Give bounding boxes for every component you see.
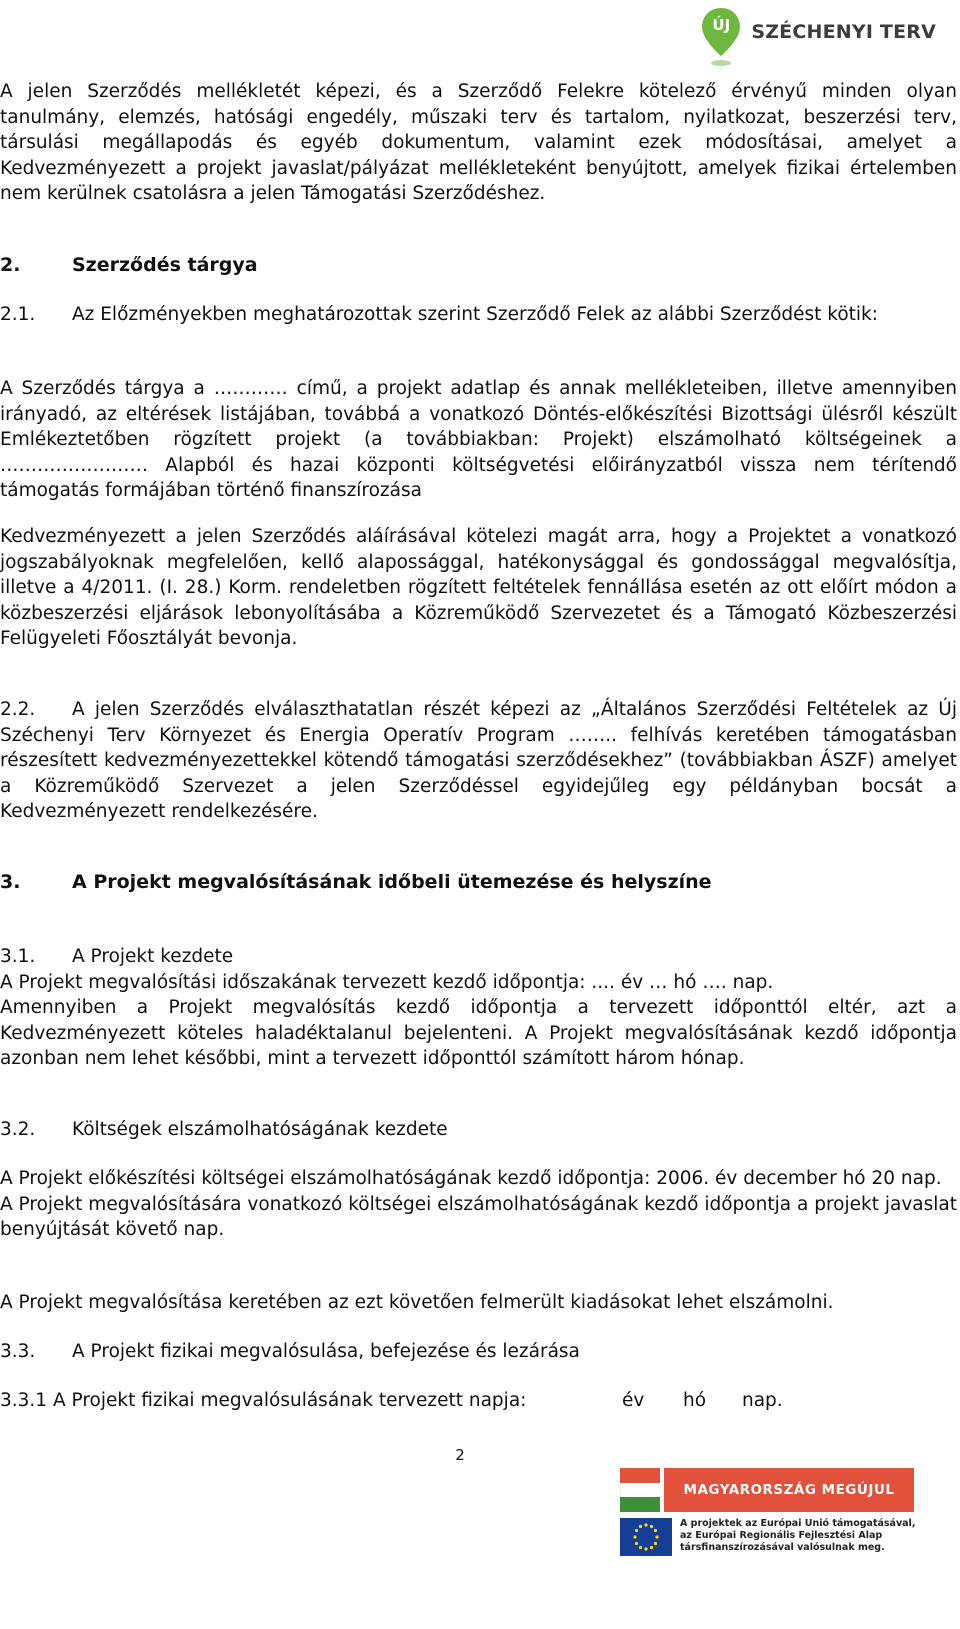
- clause-title: Költségek elszámolhatóságának kezdete: [72, 1119, 448, 1140]
- clause-text: Az Előzményekben meghatározottak szerint Szerződő Felek az alábbi Szerződést kötik:: [72, 304, 878, 325]
- footer-banner: [618, 1462, 918, 1622]
- expenses-paragraph: [0, 1290, 957, 1316]
- clause-3-3-1: [0, 1388, 957, 1414]
- hungarian-flag-icon: [620, 1468, 660, 1512]
- intro-text: A jelen Szerződés mellékletét képezi, és a Szerződő Felekre kötelező érvényű minden olyan tanulmány, elemzés, hatósági engedély, műszaki terv és tartalom, nyilatkozat, beszerzési terv, társulási megállapodás és egyéb dokumentum, valamint ezek módosításai, amelyet a Kedvezményezett a projekt javaslat/pályázat mellékleteként benyújtott, amelyek fizikai értelemben nem kerülnek csatolásra a jelen Támogatási Szerződéshez.: [0, 81, 957, 204]
- cost-eligibility-block: [0, 1166, 957, 1243]
- subject-text: A Szerződés tárgya a ………… című, a projekt adatlap és annak mellékleteiben, illetve amennyiben irányadó, az eltérések listájában, továbbá a vonatkozó Döntés-előkészítési Bizottsági ülésről készült Emlékeztetőben rögzített projekt (a továbbiakban: Projekt) elszámolható költségeinek a …………………… Alapból és hazai központi költségvetési előirányzatból vissza nem térítendő támogatás formájában történő finanszírozása: [0, 378, 957, 501]
- clause-3-2: [0, 1117, 957, 1143]
- clause-number: 3.2.: [0, 1119, 36, 1140]
- map-pin-icon: [699, 6, 743, 68]
- clause-title: A Projekt fizikai megvalósulása, befejezése és lezárása: [72, 1341, 580, 1362]
- clause-number: 2.2.: [0, 699, 36, 720]
- clause-2-1: [0, 302, 957, 328]
- expenses-text: A Projekt megvalósítása keretében az ezt követően felmerült kiadásokat lehet elszámolni.: [0, 1292, 834, 1313]
- prep-cost-text: A Projekt előkészítési költségei elszámolhatóságának kezdő időpontja: 2006. év december hó 20 nap.: [0, 1168, 942, 1189]
- start-date-line: A Projekt megvalósítási időszakának tervezett kezdő időpontja: .... év … hó …. nap.: [0, 971, 774, 993]
- impl-cost-text: A Projekt megvalósítására vonatkozó költségei elszámolhatóságának kezdő időpontja a projekt javaslat benyújtását követő nap.: [0, 1193, 957, 1240]
- logo-prefix: ÚJ: [712, 16, 731, 34]
- subject-paragraph: [0, 376, 957, 504]
- section-title: A Projekt megvalósításának időbeli ütemezése és helyszíne: [72, 871, 712, 893]
- clause-text: A jelen Szerződés elválaszthatatlan részét képezi az „Általános Szerződési Feltételek az Új Széchenyi Terv Környezet és Energia Operatív Program …….. felhívás keretében támogatásban részesített kedvezményezettekkel kötendő támogatási szerződésekhez” (továbbiakban ÁSZF) amelyet a Közreműködő Szervezet a jelen Szerződéssel egyidejűleg egy példányban bocsát a Kedvezményezett rendelkezésére.: [0, 699, 957, 822]
- intro-paragraph: [0, 79, 957, 207]
- section-2-heading: [0, 253, 957, 279]
- year-label: év: [622, 1390, 645, 1411]
- banner-title: MAGYARORSZÁG MEGÚJUL: [664, 1468, 914, 1512]
- month-label: hó: [683, 1390, 707, 1411]
- clause-number: 2.1.: [0, 304, 36, 325]
- section-number: 3.: [0, 871, 21, 893]
- day-label: nap.: [742, 1390, 783, 1411]
- clause-number: 3.1.: [0, 946, 36, 967]
- logo-text: SZÉCHENYI TERV: [751, 21, 936, 43]
- eu-flag-icon: [620, 1518, 672, 1556]
- section-number: 2.: [0, 254, 21, 276]
- section-title: Szerződés tárgya: [72, 254, 258, 276]
- eu-funding-text: A projektek az Európai Unió támogatásával, az Európai Regionális Fejlesztési Alap társfinanszírozásával valósulnak meg.: [680, 1518, 916, 1553]
- clause-3-3: [0, 1339, 957, 1365]
- clause-3-1: [0, 944, 957, 1072]
- obligation-paragraph: [0, 524, 957, 652]
- start-date-text: Amennyiben a Projekt megvalósítás kezdő időpontja a tervezett időponttól eltér, azt a Kedvezményezett köteles haladéktalanul bejelenteni. A Projekt megvalósításának kezdő időpontja azonban nem lehet későbbi, mint a tervezett időponttól számított három hónap.: [0, 997, 957, 1069]
- clause-number: 3.3.: [0, 1341, 36, 1362]
- clause-text: 3.3.1 A Projekt fizikai megvalósulásának tervezett napja:: [0, 1390, 527, 1411]
- szechenyi-terv-logo: [699, 6, 936, 68]
- clause-2-2: [0, 697, 957, 825]
- clause-title: A Projekt kezdete: [72, 946, 234, 967]
- obligation-text: Kedvezményezett a jelen Szerződés aláírásával kötelezi magát arra, hogy a Projektet a vonatkozó jogszabályoknak megfelelően, kellő alapossággal, hatékonysággal és gondossággal megvalósítja, illetve a 4/2011. (I. 28.) Korm. rendeletben rögzített feltételek fennállása esetén az ott előírt módon a közbeszerzési eljárások lebonyolításába a Közreműködő Szervezetet és a Támogató Közbeszerzési Felügyeleti Főosztályát bevonja.: [0, 526, 957, 649]
- page-number: 2: [455, 1446, 465, 1464]
- section-3-heading: [0, 870, 957, 896]
